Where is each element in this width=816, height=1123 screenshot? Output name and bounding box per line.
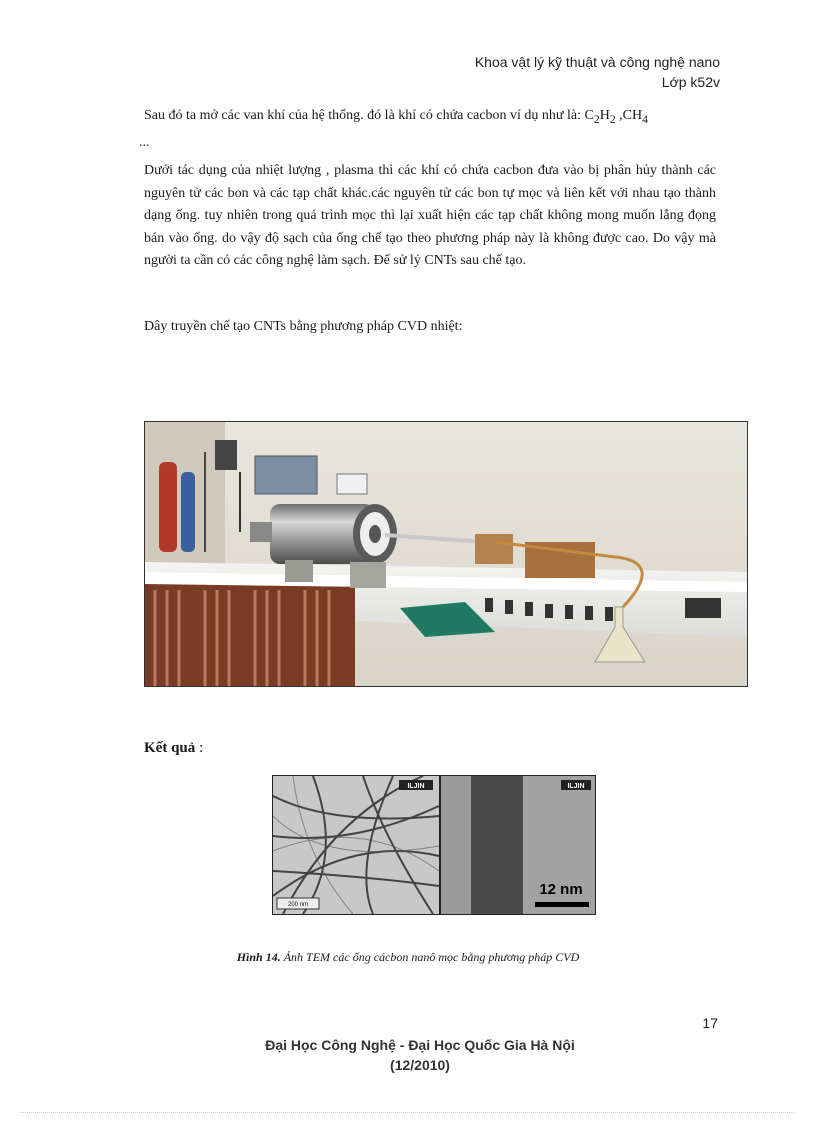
cvd-lab-illustration [145,422,747,686]
paragraph-text: Dưới tác dụng của nhiệt lượng , plasma thì các khí có chứa cacbon đưa vào bị phân hủy thành các nguyên tử các bon và các tạp chất khác.các nguyên tử các bon tự mọc và liên kết với nhau tạo thành dạng ống. tuy nhiên trong quá trình mọc thì lại xuất hiện các tạp chất không mong muốn lắng đọng bán vào ống. do vậy độ sạch của ống chế tạo theo phương pháp này là không được cao. Do vậy mà người ta cần có các công nghệ làm sạch. Để sử lý CNTs sau chế tạo. [144,163,716,269]
tem-scale-left: 200 nm [287,902,309,908]
subscript: 2 [593,112,600,126]
caption-figure-number: Hình 14. [236,950,281,964]
formula-part: H [599,108,610,123]
caption-text: Ảnh TEM các ống cácbon nanô mọc bằng phương pháp CVD [280,950,580,964]
header-faculty: Khoa vật lý kỹ thuật và công nghệ nano [474,54,720,70]
tem-micrograph-illustration [273,776,595,914]
paragraph-ellipsis: ... [139,134,150,150]
tem-logo-left: ILJIN [407,783,425,790]
result-heading [144,740,203,757]
formula-part: ,CH [615,108,643,123]
page-number: 17 [702,1015,718,1031]
header-class: Lớp k52v [661,74,720,90]
page-header [475,52,720,92]
cvd-system-photo [144,421,748,687]
result-suffix: : [195,740,204,756]
tem-scale-right: 12 nm [539,881,583,898]
paragraph-decomposition [144,160,716,273]
paragraph-text: Sau đó ta mở các van khí của hệ thống. đó là khí có chứa cacbon ví dụ như là: C [144,108,594,123]
tem-logo-right: ILJIN [567,783,585,790]
figure-caption [0,950,816,965]
subscript: 4 [642,112,648,126]
page-footer [0,1035,816,1075]
paragraph-production-line: Dây truyền chế tạo CNTs bằng phương pháp CVD nhiệt: [144,319,463,334]
result-label: Kết quả [144,740,196,756]
footer-university: Đại Học Công Nghệ - Đại Học Quốc Gia Hà Nội [265,1037,575,1053]
page-bottom-rule [20,1112,796,1113]
subscript: 2 [609,112,616,126]
tem-image [272,775,596,915]
paragraph-gas-valves [139,104,716,154]
footer-date: (12/2010) [390,1057,450,1073]
